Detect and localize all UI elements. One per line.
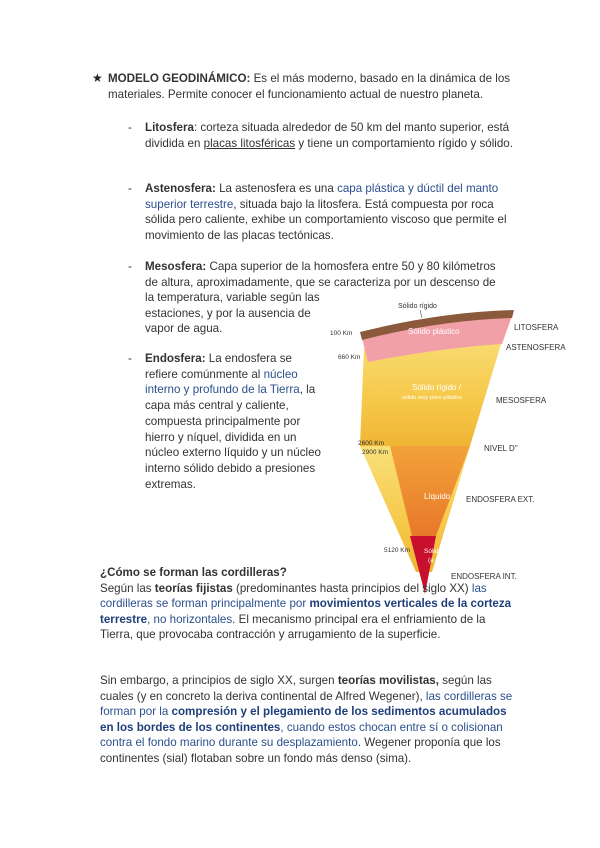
movilistas-text-a: Sin embargo, a principios de siglo XX, surgen	[100, 674, 338, 687]
mesosfera-desc-1: Capa superior de la homosfera entre 50 y 80 kilómetros	[206, 260, 496, 273]
dash-bullet: -	[128, 182, 132, 195]
layer-name-mesosfera: MESOSFERA	[496, 396, 547, 405]
endosfera-desc-1: La endosfera se refiere comúnmente al	[145, 352, 292, 381]
mesosfera-line-2: de altura, aproximadamente, que se caracteriza por un descenso de	[145, 275, 496, 289]
astenosfera-highlight: capa plástica y dúctil del manto superior terrestre	[145, 182, 499, 211]
dash-bullet: -	[128, 260, 132, 273]
modelo-geodinamico-paragraph	[92, 71, 512, 102]
endosfera-text	[145, 351, 328, 492]
mesosfera-title: Mesosfera:	[145, 260, 207, 273]
label-liquido: Líquido	[424, 492, 451, 501]
label-solido-plastico: Sólido plástico	[408, 327, 460, 336]
endosfera-title: Endosfera:	[145, 352, 206, 365]
litosfera-desc-2: y tiene un comportamiento rígido y sólido.	[295, 136, 513, 150]
astenosfera-text	[145, 181, 523, 243]
astenosfera-desc-1: La astenosfera es una	[215, 182, 338, 195]
modelo-geodinamico-title: MODELO GEODINÁMICO:	[108, 72, 251, 85]
teorias-movilistas-term: teorías movilistas,	[337, 674, 439, 687]
depth-100km: 100 Km	[330, 330, 353, 337]
modelo-geodinamico-desc: Es el más moderno, basado en la dinámica de los materiales. Permite conocer el funcionamiento actual de nuestro planeta.	[108, 72, 511, 101]
star-bullet-icon: ★	[92, 71, 103, 85]
endosfera-highlight: núcleo interno y profundo de la Tierra	[145, 367, 300, 397]
endosfera-desc-2: , la capa más central y caliente, compuesta principalmente por hierro y níquel, dividida en un núcleo externo líquido y un núcleo interno sólido debido a presiones extremas.	[145, 383, 321, 491]
compresion-plegamiento-term: compresión y el plegamiento de los sedimentos acumulados en los bordes de los continentes	[100, 705, 507, 734]
label-leader-line	[420, 310, 422, 318]
movilistas-paragraph	[100, 673, 520, 766]
layer-name-endosfera-int: ENDOSFERA INT.	[451, 572, 517, 581]
layer-name-astenosfera: ASTENOSFERA	[506, 343, 566, 352]
litosfera-title: Litosfera	[145, 121, 194, 134]
depth-2600km: 2600 Km	[358, 440, 385, 447]
litosfera-text	[145, 120, 518, 151]
fijistas-text-a: Según las	[100, 581, 155, 595]
movilistas-highlight-1: las cordilleras se forman por la	[100, 689, 513, 718]
layer-name-nivel-d: NIVEL D"	[484, 444, 518, 453]
cordilleras-section	[100, 565, 520, 643]
label-solido-core-1: Sólido	[424, 548, 443, 555]
depth-2900km: 2900 Km	[362, 449, 389, 456]
dash-bullet: -	[128, 352, 132, 365]
dash-bullet: -	[128, 121, 132, 134]
astenosfera-title: Astenosfera:	[145, 182, 216, 195]
label-solido-rigido: Sólido rígido	[398, 303, 437, 310]
fijistas-highlight-2: , no horizontales	[147, 612, 233, 626]
layer-name-endosfera-ext: ENDOSFERA EXT.	[466, 495, 535, 504]
litosfera-desc-1: : corteza situada alrededor de 50 km del manto superior, está dividida en	[145, 121, 510, 150]
fijistas-text-g: . El mecanismo principal era el enfriamiento de la Tierra, que provocaba contracción y arrugamiento de la superficie.	[100, 612, 486, 641]
cordilleras-heading: ¿Cómo se forman las cordilleras?	[100, 566, 287, 579]
placas-litosfericas-link[interactable]: placas litosféricas	[203, 136, 296, 150]
earth-layers-diagram	[330, 296, 580, 596]
mesosfera-line-1	[145, 259, 523, 275]
astenosfera-desc-2: , situada bajo la litosfera. Está compuesta por roca sólida pero caliente, exhibe un comportamiento viscoso que permite el movimiento de las placas tectónicas.	[145, 197, 507, 242]
list-item-astenosfera	[128, 181, 523, 243]
label-solido-rigido-sub: sólido muy poco plástico	[402, 395, 462, 401]
fijistas-paragraph	[100, 581, 520, 643]
movimientos-verticales-term: movimientos verticales de la corteza terrestre	[100, 597, 512, 626]
depth-5120km: 5120 Km	[384, 547, 411, 554]
fijistas-highlight-1: las cordilleras se forman principalmente por	[100, 581, 487, 610]
fijistas-text-c: (predominantes hasta principios del siglo XX)	[232, 581, 472, 595]
layer-name-litosfera: LITOSFERA	[514, 323, 559, 332]
modelo-geodinamico-text	[108, 71, 512, 102]
label-solido-rigido-2: Sólido rígido /	[412, 383, 461, 392]
movilistas-text-g: . Wegener proponía que los continentes (sial) flotaban sobre un fondo más denso (sima).	[100, 736, 501, 765]
teorias-fijistas-term: teorías fijistas	[154, 581, 233, 595]
mesosfera-rest: la temperatura, variable según las estaciones, y por la ausencia de vapor de agua.	[145, 291, 320, 335]
movilistas-highlight-2: , cuando estos chocan entre sí o colisionan contra el fondo marino durante su desplazamiento	[100, 720, 503, 749]
movilistas-text-c: según las cuales (y en concreto la deriva continental de Alfred Wegener),	[100, 674, 492, 703]
list-item-endosfera	[128, 351, 328, 492]
depth-660km: 660 Km	[338, 354, 361, 361]
list-item-litosfera	[128, 120, 518, 151]
label-solido-core-2: (a	[428, 557, 434, 564]
